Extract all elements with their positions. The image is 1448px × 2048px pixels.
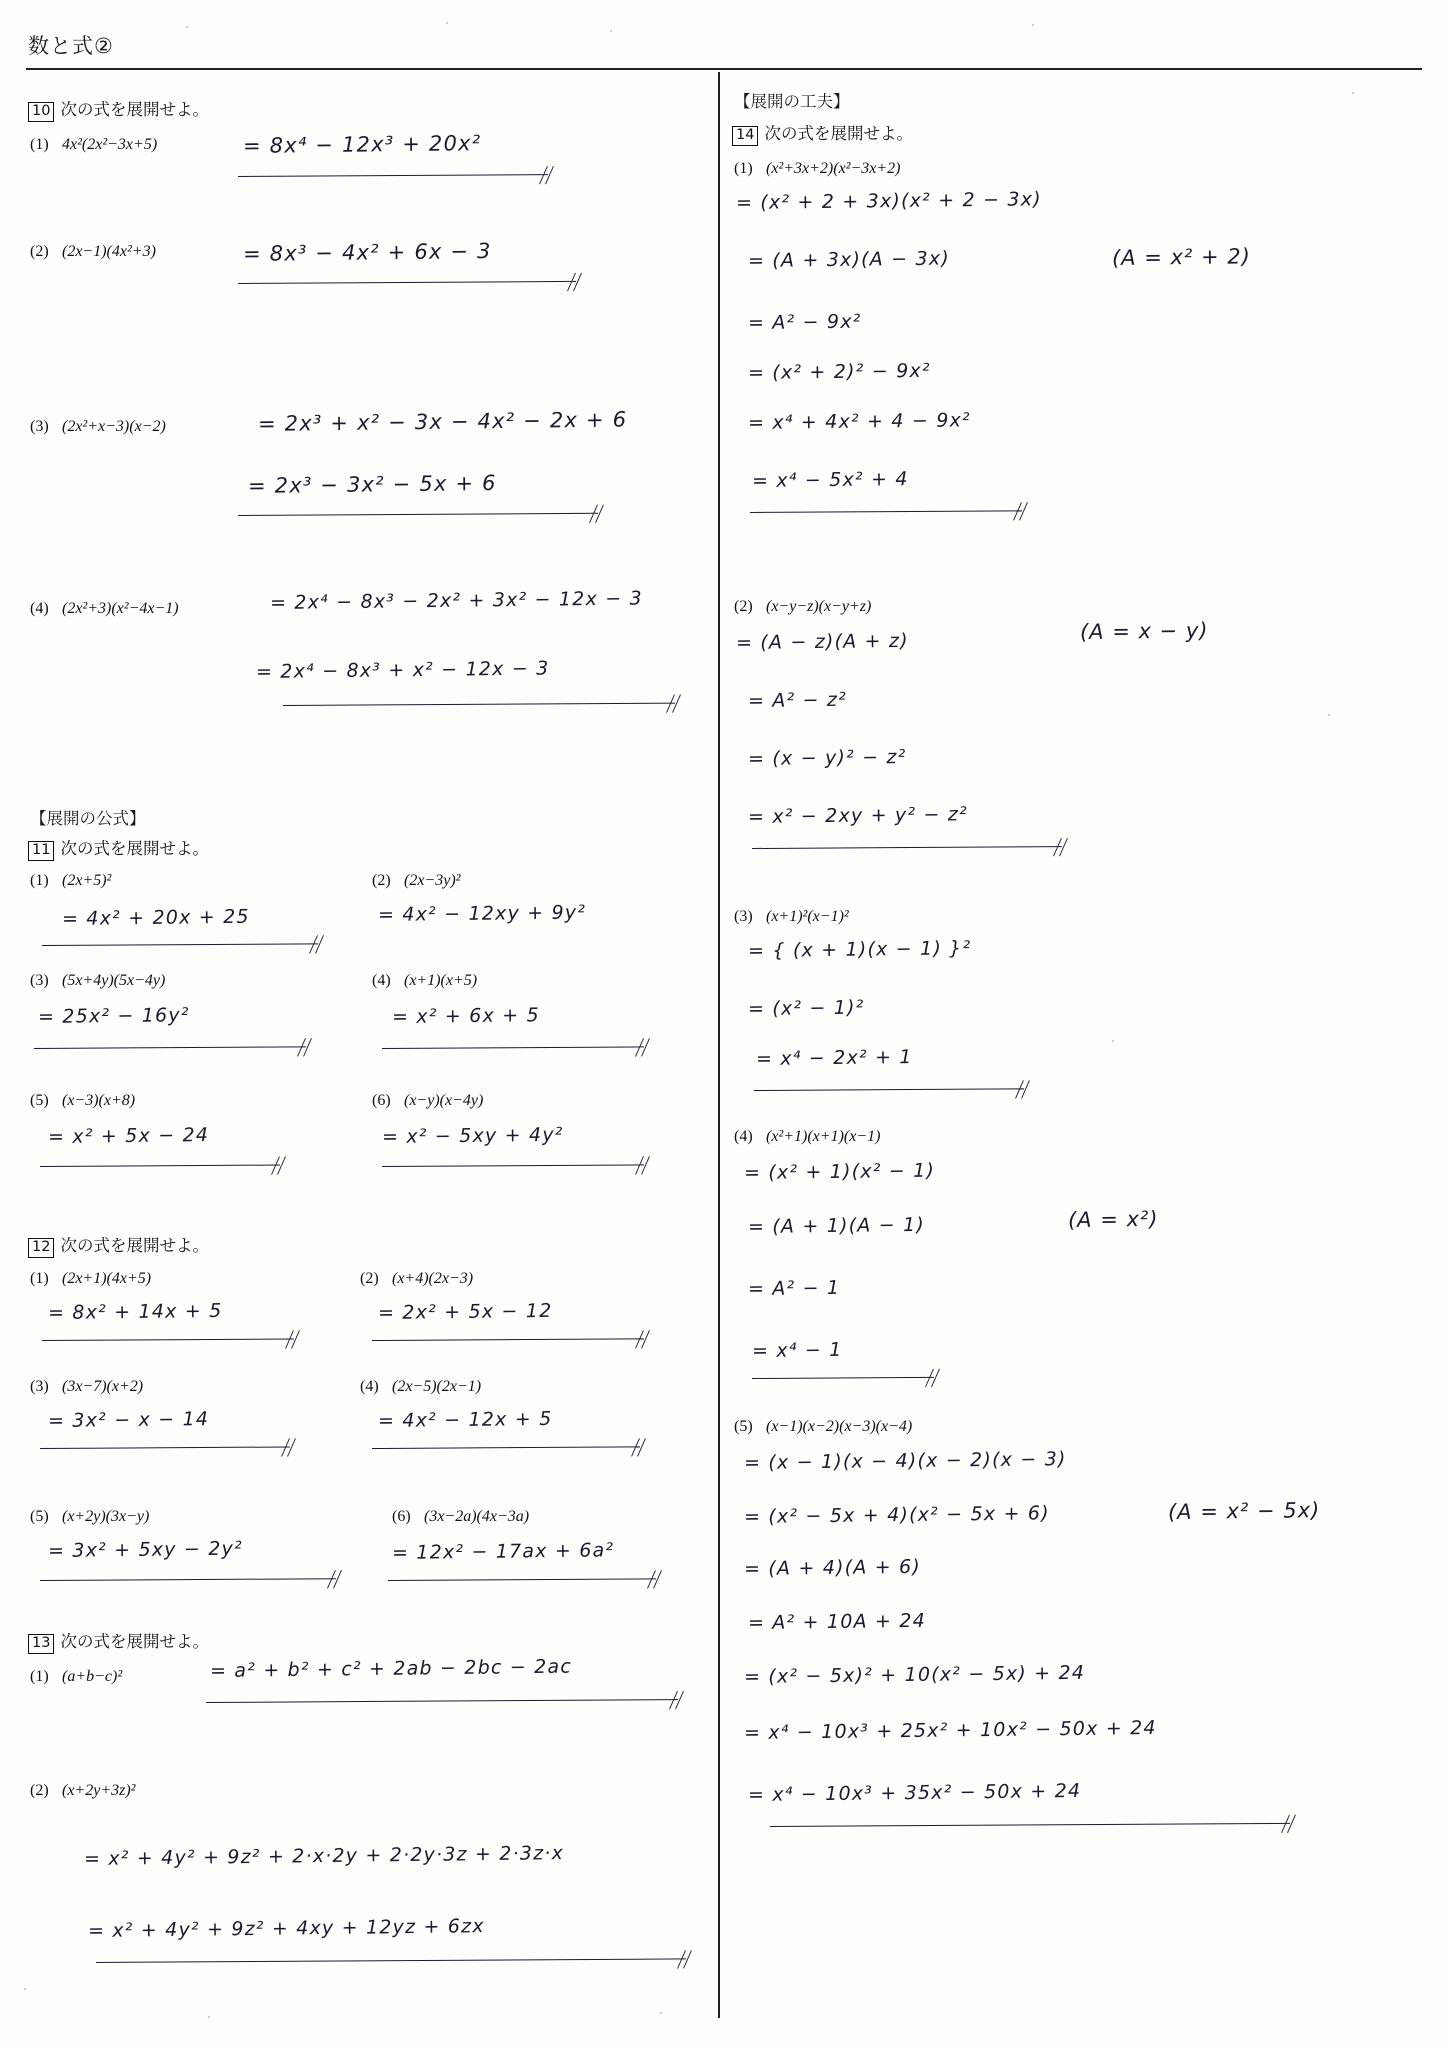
q12-item-1-answer-1: = 8x² + 14x + 5: [47, 1299, 223, 1324]
question-14-heading: [732, 120, 913, 146]
q11-item-5-question: (x−3)(x+8): [62, 1092, 136, 1109]
page-title: 数と式②: [28, 34, 114, 58]
header-divider: [26, 68, 1422, 70]
q14-item-1-note: (A = x² + 2): [1111, 244, 1251, 270]
q11-item-5-label: (5): [30, 1092, 49, 1109]
question-12-instruction: 次の式を展開せよ。: [60, 1236, 209, 1255]
q11-item-5-underline: [40, 1165, 280, 1167]
question-12-number: 12: [28, 1238, 54, 1258]
q12-item-4-answer-1: = 4x² − 12x + 5: [377, 1407, 553, 1432]
q14-item-3-answer-1: = { (x + 1)(x − 1) }²: [747, 937, 972, 962]
q11-item-3-underline: [34, 1046, 306, 1049]
q12-item-2-question: (x+4)(2x−3): [392, 1270, 474, 1287]
q11-item-3-question: (5x+4y)(5x−4y): [62, 972, 166, 989]
q14-item-5-answer-1: = (x − 1)(x − 4)(x − 2)(x − 3): [743, 1448, 1067, 1474]
q13-item-1-label: (1): [30, 1668, 49, 1685]
column-divider: [718, 72, 720, 2018]
q14-item-5-answer-4: = A² + 10A + 24: [747, 1609, 927, 1634]
q12-item-4-label: (4): [360, 1378, 379, 1395]
q10-item-3-question: (2x²+x−3)(x−2): [62, 418, 166, 435]
q12-item-1-underline: [42, 1338, 294, 1341]
q11-item-3-answer-1: = 25x² − 16y²: [37, 1004, 190, 1028]
question-10-heading: [28, 96, 209, 122]
q10-item-1-answer-1: = 8x⁴ − 12x³ + 20x²: [242, 131, 482, 158]
q14-item-1-answer-1: = (x² + 2 + 3x)(x² + 2 − 3x): [735, 188, 1042, 214]
q14-item-1-answer-2: = (A + 3x)(A − 3x): [747, 247, 950, 272]
q11-item-3-label: (3): [30, 972, 49, 989]
q12-item-1-label: (1): [30, 1270, 49, 1287]
q12-item-6-underline: [388, 1578, 656, 1581]
q13-item-1-underline: [206, 1699, 678, 1703]
q14-item-4-answer-3: = A² − 1: [747, 1276, 841, 1300]
q10-item-4-question: (2x²+3)(x²−4x−1): [62, 600, 179, 617]
q11-item-1-question: (2x+5)²: [62, 872, 112, 889]
q11-item-2-label: (2): [372, 872, 391, 889]
q10-item-1-label: (1): [30, 136, 49, 153]
q12-item-6-label: (6): [392, 1508, 411, 1525]
q10-item-1-underline: [238, 174, 548, 177]
question-13-instruction: 次の式を展開せよ。: [60, 1632, 209, 1651]
q10-item-1-question: 4x²(2x²−3x+5): [62, 136, 158, 153]
q13-item-2-question: (x+2y+3z)²: [62, 1782, 136, 1799]
q14-item-4-answer-2: = (A + 1)(A − 1): [747, 1213, 926, 1238]
q14-item-5-question: (x−1)(x−2)(x−3)(x−4): [766, 1418, 913, 1435]
q12-item-3-underline: [40, 1446, 290, 1449]
q14-item-4-question: (x²+1)(x+1)(x−1): [766, 1128, 881, 1145]
q11-item-6-answer-1: = x² − 5xy + 4y²: [381, 1123, 564, 1148]
q14-item-4-note: (A = x²): [1067, 1206, 1159, 1232]
q13-item-2-answer-2: = x² + 4y² + 9z² + 4xy + 12yz + 6zx: [87, 1915, 485, 1942]
q14-item-1-label: (1): [734, 160, 753, 177]
q14-item-2-question: (x−y−z)(x−y+z): [766, 598, 872, 615]
q10-item-2-label: (2): [30, 243, 49, 260]
question-14-number: 14: [732, 126, 758, 146]
q14-item-5-answer-2: = (x² − 5x + 4)(x² − 5x + 6): [743, 1502, 1050, 1528]
q14-item-3-answer-3: = x⁴ − 2x² + 1: [755, 1046, 913, 1070]
q14-item-3-answer-2: = (x² − 1)²: [747, 996, 865, 1020]
q10-item-3-underline: [238, 513, 598, 516]
q12-item-2-underline: [372, 1338, 644, 1341]
q14-item-2-answer-2: = A² − z²: [747, 688, 848, 712]
q14-item-2-label: (2): [734, 598, 753, 615]
q12-item-3-answer-1: = 3x² − x − 14: [47, 1408, 210, 1432]
q11-item-2-answer-1: = 4x² − 12xy + 9y²: [377, 901, 587, 926]
q10-item-2-answer-1: = 8x³ − 4x² + 6x − 3: [242, 238, 492, 266]
q14-item-4-label: (4): [734, 1128, 753, 1145]
question-13-heading: [28, 1628, 209, 1654]
q14-item-4-answer-1: = (x² + 1)(x² − 1): [743, 1159, 936, 1184]
q12-item-3-label: (3): [30, 1378, 49, 1395]
q14-item-5-answer-7: = x⁴ − 10x³ + 35x² − 50x + 24: [747, 1779, 1082, 1806]
q10-item-3-label: (3): [30, 418, 49, 435]
q14-item-1-answer-3: = A² − 9x²: [747, 310, 862, 334]
q12-item-4-question: (2x−5)(2x−1): [392, 1378, 482, 1395]
section-device-title: 【展開の工夫】: [734, 92, 850, 111]
q14-item-3-underline: [754, 1088, 1024, 1091]
q12-item-2-answer-1: = 2x² + 5x − 12: [377, 1299, 553, 1324]
q10-item-4-underline: [283, 703, 675, 706]
q11-item-2-question: (2x−3y)²: [404, 872, 461, 889]
question-10-instruction: 次の式を展開せよ。: [60, 100, 209, 119]
q11-item-4-underline: [382, 1046, 644, 1049]
q10-item-3-answer-2: = 2x³ − 3x² − 5x + 6: [247, 470, 497, 498]
q11-item-4-question: (x+1)(x+5): [404, 972, 478, 989]
q14-item-5-answer-3: = (A + 4)(A + 6): [743, 1555, 922, 1580]
q10-item-2-question: (2x−1)(4x²+3): [62, 243, 156, 260]
question-11-instruction: 次の式を展開せよ。: [60, 839, 209, 858]
q10-item-4-answer-2: = 2x⁴ − 8x³ + x² − 12x − 3: [255, 657, 550, 683]
q12-item-5-underline: [40, 1578, 336, 1581]
q14-item-2-answer-4: = x² − 2xy + y² − z²: [747, 803, 968, 828]
q11-item-1-label: (1): [30, 872, 49, 889]
q11-item-6-underline: [382, 1164, 644, 1167]
q13-item-2-underline: [96, 1958, 686, 1963]
q11-item-5-answer-1: = x² + 5x − 24: [47, 1124, 210, 1148]
q11-item-4-answer-1: = x² + 6x + 5: [391, 1004, 540, 1028]
q13-item-2-answer-1: = x² + 4y² + 9z² + 2·x·2y + 2·2y·3z + 2·3z·x: [83, 1842, 565, 1870]
q12-item-1-question: (2x+1)(4x+5): [62, 1270, 152, 1287]
q12-item-6-question: (3x−2a)(4x−3a): [424, 1508, 530, 1525]
q14-item-2-answer-1: = (A − z)(A + z): [735, 629, 909, 654]
q14-item-5-note: (A = x² − 5x): [1167, 1498, 1321, 1524]
q10-item-3-answer-1: = 2x³ + x² − 3x − 4x² − 2x + 6: [257, 407, 628, 436]
q12-item-2-label: (2): [360, 1270, 379, 1287]
q11-item-4-label: (4): [372, 972, 391, 989]
q12-item-5-label: (5): [30, 1508, 49, 1525]
q12-item-4-underline: [372, 1446, 640, 1449]
q14-item-1-answer-4: = (x² + 2)² − 9x²: [747, 359, 931, 384]
q13-item-2-label: (2): [30, 1782, 49, 1799]
q14-item-4-underline: [752, 1377, 934, 1379]
q11-item-6-question: (x−y)(x−4y): [404, 1092, 484, 1109]
question-14-instruction: 次の式を展開せよ。: [764, 124, 913, 143]
q10-item-4-label: (4): [30, 600, 49, 617]
q11-item-6-label: (6): [372, 1092, 391, 1109]
q14-item-2-answer-3: = (x − y)² − z²: [747, 746, 907, 770]
q11-item-1-answer-1: = 4x² + 20x + 25: [61, 905, 250, 930]
q14-item-5-underline: [770, 1823, 1290, 1827]
q14-item-1-underline: [750, 510, 1022, 513]
q14-item-5-answer-6: = x⁴ − 10x³ + 25x² + 10x² − 50x + 24: [743, 1716, 1157, 1744]
q12-item-5-question: (x+2y)(3x−y): [62, 1508, 150, 1525]
question-11-heading: [28, 835, 209, 861]
q13-item-1-answer-1: = a² + b² + c² + 2ab − 2bc − 2ac: [209, 1655, 573, 1682]
q14-item-4-answer-4: = x⁴ − 1: [751, 1338, 843, 1362]
q14-item-3-question: (x+1)²(x−1)²: [766, 908, 849, 925]
q13-item-1-question: (a+b−c)²: [62, 1668, 123, 1685]
question-12-heading: [28, 1232, 209, 1258]
q11-item-1-underline: [42, 943, 318, 946]
q14-item-1-answer-6: = x⁴ − 5x² + 4: [751, 468, 909, 492]
q12-item-6-answer-1: = 12x² − 17ax + 6a²: [391, 1539, 615, 1564]
section-formula-title: 【展開の公式】: [30, 809, 146, 828]
q14-item-3-label: (3): [734, 908, 753, 925]
q14-item-5-label: (5): [734, 1418, 753, 1435]
q12-item-5-answer-1: = 3x² + 5xy − 2y²: [47, 1537, 243, 1562]
question-13-number: 13: [28, 1634, 54, 1654]
q14-item-1-answer-5: = x⁴ + 4x² + 4 − 9x²: [747, 409, 971, 434]
q10-item-2-underline: [238, 281, 576, 284]
q14-item-2-note: (A = x − y): [1079, 618, 1209, 644]
q10-item-4-answer-1: = 2x⁴ − 8x³ − 2x² + 3x² − 12x − 3: [269, 587, 643, 614]
q14-item-1-question: (x²+3x+2)(x²−3x+2): [766, 160, 901, 177]
q12-item-3-question: (3x−7)(x+2): [62, 1378, 144, 1395]
q14-item-2-underline: [752, 846, 1062, 849]
question-10-number: 10: [28, 102, 54, 122]
question-11-number: 11: [28, 841, 54, 861]
q14-item-5-answer-5: = (x² − 5x)² + 10(x² − 5x) + 24: [743, 1661, 1086, 1688]
